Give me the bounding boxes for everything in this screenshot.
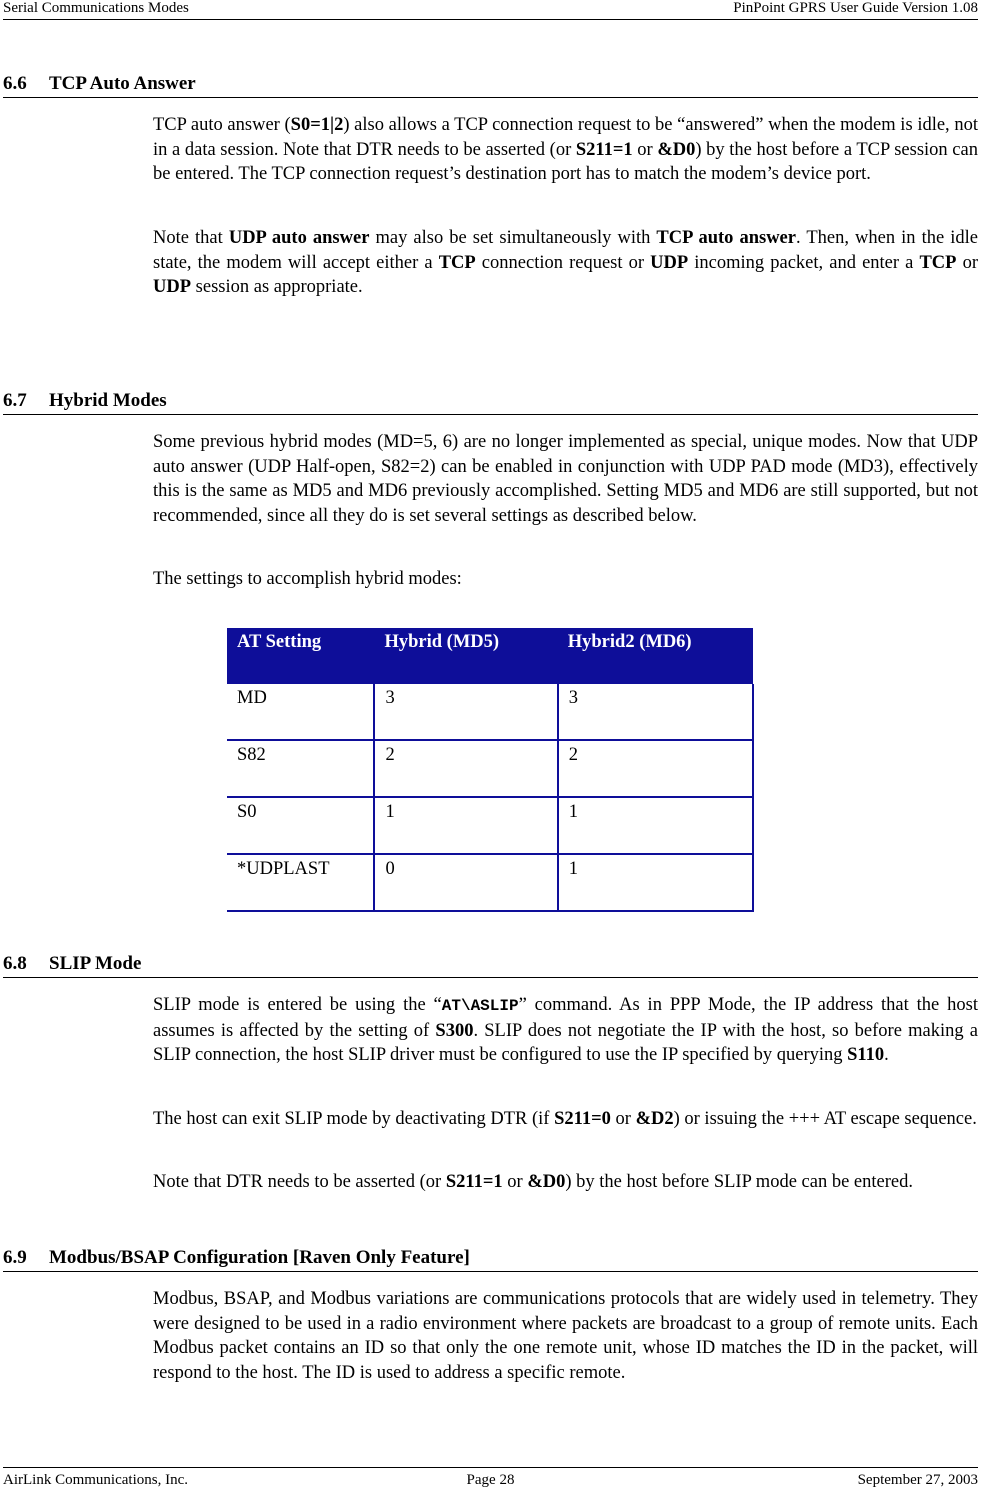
table-cell: 1 bbox=[374, 797, 557, 854]
section-6-8-para-2: The host can exit SLIP mode by deactivating DTR (if S211=0 or &D2) or issuing the +++ AT escape sequence. bbox=[153, 1109, 977, 1129]
table-cell: 2 bbox=[558, 740, 753, 797]
table-row bbox=[227, 854, 753, 911]
table-header-cell: Hybrid (MD5) bbox=[374, 628, 557, 684]
section-6-7-para-1: Some previous hybrid modes (MD=5, 6) are no longer implemented as special, unique modes. Now that UDP auto answer (UDP Half-open, S82=2) can be enabled in conjunction with UDP PAD mode (MD3), effectively this is the same as MD5 and MD6 previously accomplished. Setting MD5 and MD6 are still supported, but not recommended, since all they do is set several settings as described below. bbox=[153, 432, 978, 526]
table-cell: 3 bbox=[558, 684, 753, 740]
table-header-row bbox=[227, 628, 753, 684]
section-6-6-para-1: TCP auto answer (S0=1|2) also allows a TCP connection request to be “answered” when the modem is idle, not in a data session. Note that DTR needs to be asserted (or S211=1 or &D0) by the host before a TCP session can be entered. The TCP connection request’s destination port has to match the modem’s device port. bbox=[153, 115, 978, 184]
table-row bbox=[227, 740, 753, 797]
table-cell: 1 bbox=[558, 854, 753, 911]
page-footer bbox=[3, 1467, 978, 1489]
section-6-8-para-3: Note that DTR needs to be asserted (or S211=1 or &D0) by the host before SLIP mode can be entered. bbox=[153, 1172, 913, 1192]
table-cell: S82 bbox=[227, 740, 374, 797]
table-header-cell: AT Setting bbox=[227, 628, 374, 684]
section-6-7-para-2: The settings to accomplish hybrid modes: bbox=[153, 569, 462, 589]
section-6-9-heading: 6.9 Modbus/BSAP Configuration [Raven Only Feature] bbox=[3, 1246, 978, 1272]
header-right: PinPoint GPRS User Guide Version 1.08 bbox=[733, 0, 978, 16]
table-cell: MD bbox=[227, 684, 374, 740]
page-number: Page 28 bbox=[466, 1472, 515, 1488]
section-6-7-heading: 6.7 Hybrid Modes bbox=[3, 389, 978, 415]
page-header bbox=[3, 0, 978, 20]
footer-left: AirLink Communications, Inc. bbox=[3, 1472, 188, 1488]
table-cell: S0 bbox=[227, 797, 374, 854]
table-row bbox=[227, 797, 753, 854]
hybrid-settings-table bbox=[227, 628, 754, 912]
table-cell: 0 bbox=[374, 854, 557, 911]
section-6-6-para-2: Note that UDP auto answer may also be set simultaneously with TCP auto answer. Then, when in the idle state, the modem will accept either a TCP connection request or UDP incoming packet, and enter a TCP or UDP session as appropriate. bbox=[153, 228, 979, 297]
section-6-8-heading: 6.8 SLIP Mode bbox=[3, 952, 978, 978]
table-cell: 3 bbox=[374, 684, 557, 740]
table-header-cell: Hybrid2 (MD6) bbox=[558, 628, 753, 684]
section-6-6-heading: 6.6 TCP Auto Answer bbox=[3, 72, 978, 98]
table-cell: 2 bbox=[374, 740, 557, 797]
footer-date: September 27, 2003 bbox=[857, 1472, 978, 1488]
table-cell: *UDPLAST bbox=[227, 854, 374, 911]
table-cell: 1 bbox=[558, 797, 753, 854]
table-row bbox=[227, 684, 753, 740]
section-6-8-para-1: SLIP mode is entered be using the “AT\ASLIP” command. As in PPP Mode, the IP address that the host assumes is affected by the setting of S300. SLIP does not negotiate the IP with the host, so before making a SLIP connection, the host SLIP driver must be configured to use the IP specified by querying S110. bbox=[153, 995, 978, 1065]
header-left: Serial Communications Modes bbox=[3, 0, 189, 16]
section-6-9-para-1: Modbus, BSAP, and Modbus variations are communications protocols that are widely used in telemetry. They were designed to be used in a radio environment where packets are broadcast to a group of remote units. Each Modbus packet contains an ID so that only the one remote unit, whose ID matches the ID in the packet, will respond to the host. The ID is used to address a specific remote. bbox=[153, 1289, 978, 1383]
